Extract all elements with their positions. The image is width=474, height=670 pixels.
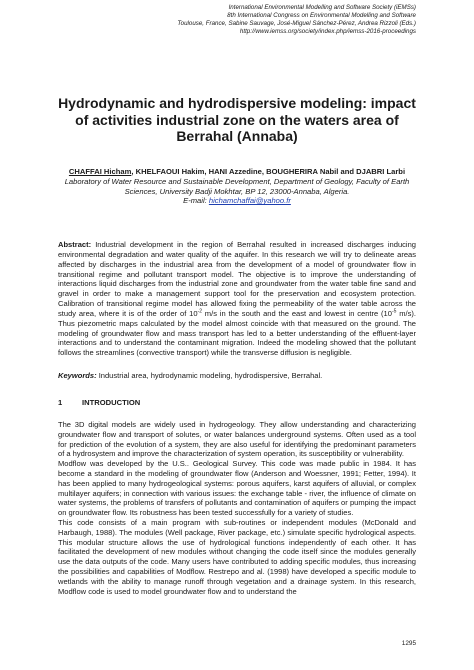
email-link[interactable]: hichamchaffai@yahoo.fr [208, 196, 291, 206]
header-society: International Environmental Modelling and Software Society (iEMSs) [228, 4, 416, 11]
email-label: E-mail: [183, 196, 209, 206]
page-number: 1295 [401, 640, 416, 647]
section-title: INTRODUCTION [82, 398, 141, 407]
affiliation: Laboratory of Water Resource and Sustainable Development, Department of Geology, Faculty of Earth Sciences, University Badji Mokhtar, BP 12, 23000-Annaba, Algeria. [64, 176, 410, 196]
first-author: CHAFFAI Hicham [68, 167, 132, 176]
header-editors: Toulouse, France, Sabine Sauvage, José-Miguel Sánchez-Pérez, Andrea Rizzoli (Eds.) [177, 20, 416, 28]
section-number: 1 [58, 398, 63, 407]
abstract-text-c: m/s). Thus piezometric maps calculated by the model almost coincide with that measured on the ground. The modeling of groundwater flow and mass transport has led to a better understanding of the effluent-layer interactions and to understand the contaminant migration. Indeed the modeling showed that the pollutant follows the streamlines (convective transport) while the transverse diffusion is negligible. [58, 308, 416, 358]
header-url[interactable]: http://www.iemss.org/society/index.php/iemss-2016-proceedings [239, 28, 416, 36]
introduction-body [58, 420, 416, 596]
abstract-exponent-2: -5 [391, 308, 397, 315]
paper-title: Hydrodynamic and hydrodispersive modeling: impact of activities industrial zone on the waters area of Berrahal (Annaba) [58, 95, 416, 144]
co-authors: , KHELFAOUI Hakim, HANI Azzedine, BOUGHERIRA Nabil and DJABRI Larbi [131, 167, 406, 176]
abstract [58, 240, 416, 358]
paragraph: This code consists of a main program with sub-routines or independent modules (McDonald and Harbaugh, 1988). The modules (Well package, River package, etc.) simulate specific hydrological aspects. This modular structure allows the use of hydrological functions independently of each other. It has facilitated the development of new modules without changing the code itself since the modules generally use the data outputs of the code. Many users have contributed to adding specific modules, thus increasing the possibilities and capabilities of Modflow. Restrepo and al. (1998) have developed a specific module to wetlands with the ability to manage runoff through vegetation and a drainage system. In this research, Modflow code is used to model groundwater flow and to understand the [58, 517, 416, 596]
keywords-text: Industrial area, hydrodynamic modeling, hydrodispersive, Berrahal. [96, 371, 323, 380]
keywords [58, 371, 416, 381]
author-block [58, 167, 416, 206]
keywords-label: Keywords: [58, 371, 97, 380]
abstract-exponent-1: -2 [197, 308, 202, 315]
section-heading [58, 398, 140, 407]
email-line [58, 196, 416, 206]
paragraph: Modflow was developed by the U.S.. Geological Survey. This code was made public in 1984. It has become a standard in the modeling of groundwater flow (Anderson and Woessner, 1991; Fetter, 1994). It has been applied to many hydrogeological systems: porous aquifers, karst aquifers of alluvial, or complex multilayer aquifers; in connection with various issues: the exchange table - river, the influence of climate on water systems, the problems of transfers of pollutants and contamination of aquifers or pumping the impact on groundwater flow. Its robustness has been tested successfully for a variety of studies. [58, 459, 416, 518]
abstract-text-a: Industrial development in the region of Berrahal resulted in increased discharges inducing environmental degradation and water quality of the aquifer. In this research we will try to delineate areas affected by discharges in the industrial area from the development of a model of groundwater flow in transitional regime and pollutant transport model. The objective is to improve the understanding of interactions liquid discharges from the industrial zone and groundwater from the water table fine sand and gravel in order to make a management support tool for the preservation and ecosystem protection. Calibration of transitional regime model has allowed fixing the permeability of the water table across the study area, where it is of the order of 10 [58, 240, 416, 318]
abstract-text-b: m/s in the south and the east and lowest in centre (10 [201, 308, 392, 318]
proceedings-header [86, 4, 416, 36]
header-congress: 8th International Congress on Environmental Modelling and Software [227, 12, 416, 20]
abstract-label: Abstract: [58, 240, 92, 249]
paragraph: The 3D digital models are widely used in hydrogeology. They allow understanding and characterizing groundwater flow and transport of solutes, or water balances underground systems. Often used as a tool for prediction of the evolution of a system, they are also useful for identifying the predominant parameters of a hydrosystem and improve the characterization of system operation, its susceptibility or vulnerability. [58, 420, 416, 459]
author-names [58, 167, 416, 177]
